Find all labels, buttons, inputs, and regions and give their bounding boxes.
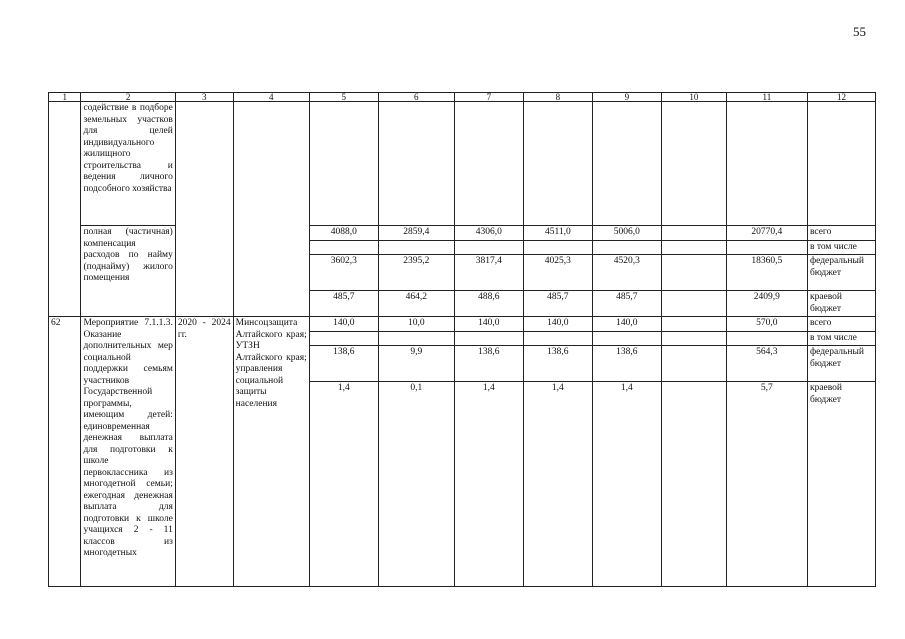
value-cell: 5006,0	[592, 226, 661, 241]
col-header: 1	[49, 93, 81, 102]
source-cell: краевой бюджет	[807, 291, 875, 317]
value-cell: 4025,3	[523, 255, 592, 291]
value-cell: 485,7	[592, 291, 661, 317]
executor-cell: Минсоцзащита Алтайского края; УТЗН Алтайского края; управления социальной защиты населения	[233, 317, 309, 587]
col-header: 2	[81, 93, 175, 102]
col-header: 5	[309, 93, 378, 102]
total-cell: 2409,9	[726, 291, 807, 317]
value-cell: 2859,4	[378, 226, 454, 241]
value-cell: 2395,2	[378, 255, 454, 291]
total-cell: 570,0	[726, 317, 807, 332]
col-header: 12	[807, 93, 875, 102]
value-cell: 4511,0	[523, 226, 592, 241]
measure-description: Мероприятие 7.1.1.3. Оказание дополнительных мер социальной поддержки семьям участников Государственной программы, имеющим детей: единовременная денежная выплата для подготовки к школе первоклассника из многодетной семьи; ежегодная денежная выплата для подготовки к школе учащихся 2 - 11 классов из многодетных	[81, 317, 175, 587]
total-cell: 20770,4	[726, 226, 807, 241]
header-row	[49, 93, 876, 102]
source-cell: в том числе	[807, 240, 875, 255]
value-cell: 4520,3	[592, 255, 661, 291]
source-cell: всего	[807, 226, 875, 241]
measure-description: полная (частичная) компенсация расходов по найму (поднайму) жилого помещения	[81, 226, 175, 317]
source-cell: всего	[807, 317, 875, 332]
value-cell: 485,7	[523, 291, 592, 317]
value-cell: 3817,4	[454, 255, 523, 291]
col-header: 11	[726, 93, 807, 102]
value-cell: 3602,3	[309, 255, 378, 291]
value-cell: 138,6	[592, 346, 661, 382]
value-cell: 9,9	[378, 346, 454, 382]
value-cell: 10,0	[378, 317, 454, 332]
value-cell: 140,0	[309, 317, 378, 332]
total-cell: 18360,5	[726, 255, 807, 291]
value-cell: 485,7	[309, 291, 378, 317]
program-table	[48, 92, 876, 587]
source-cell: федеральный бюджет	[807, 255, 875, 291]
col-header: 3	[175, 93, 233, 102]
col-header: 4	[233, 93, 309, 102]
col-header: 9	[592, 93, 661, 102]
source-cell: краевой бюджет	[807, 382, 875, 587]
value-cell: 0,1	[378, 382, 454, 587]
total-cell: 564,3	[726, 346, 807, 382]
col-header: 7	[454, 93, 523, 102]
table-row	[49, 102, 876, 226]
col-header: 8	[523, 93, 592, 102]
value-cell: 138,6	[309, 346, 378, 382]
total-cell: 5,7	[726, 382, 807, 587]
table-row	[49, 317, 876, 332]
table-row	[49, 226, 876, 241]
page-number: 55	[853, 24, 866, 39]
value-cell: 4088,0	[309, 226, 378, 241]
col-header: 6	[378, 93, 454, 102]
value-cell: 4306,0	[454, 226, 523, 241]
period-cell: 2020 - 2024 гг.	[175, 317, 233, 587]
value-cell: 138,6	[454, 346, 523, 382]
value-cell: 1,4	[454, 382, 523, 587]
value-cell: 140,0	[592, 317, 661, 332]
value-cell: 140,0	[523, 317, 592, 332]
col-header: 10	[661, 93, 726, 102]
value-cell: 1,4	[592, 382, 661, 587]
value-cell: 464,2	[378, 291, 454, 317]
value-cell: 488,6	[454, 291, 523, 317]
value-cell: 138,6	[523, 346, 592, 382]
row-number: 62	[49, 317, 81, 587]
value-cell: 1,4	[523, 382, 592, 587]
source-cell: в том числе	[807, 331, 875, 346]
source-cell: федеральный бюджет	[807, 346, 875, 382]
measure-description: содействие в подборе земельных участков для целей индивидуального жилищного строительства и ведения личного подсобного хозяйства	[81, 102, 175, 226]
value-cell: 140,0	[454, 317, 523, 332]
value-cell: 1,4	[309, 382, 378, 587]
